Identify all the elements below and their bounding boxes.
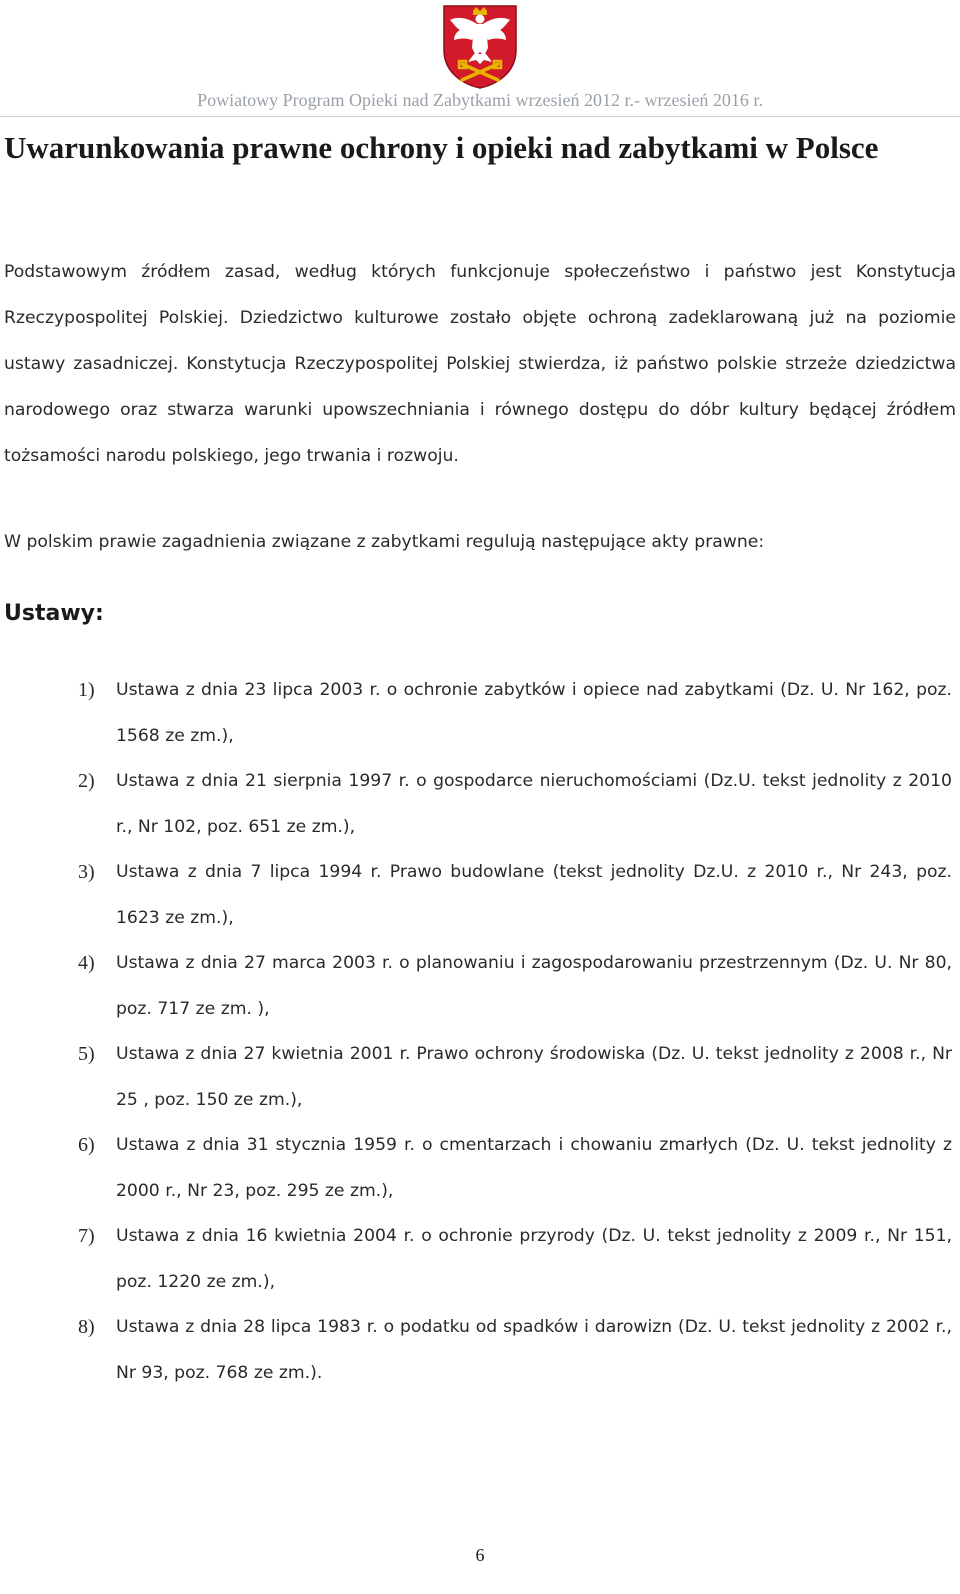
list-item-text: Ustawa z dnia 23 lipca 2003 r. o ochronie zabytków i opiece nad zabytkami (Dz. U. Nr 162, poz. 1568 ze zm.),	[116, 680, 952, 746]
list-item-number: 6)	[78, 1134, 95, 1156]
header-divider	[0, 116, 960, 117]
running-header: Powiatowy Program Opieki nad Zabytkami wrzesień 2012 r.- wrzesień 2016 r.	[197, 90, 763, 110]
intro-paragraph: Podstawowym źródłem zasad, według których funkcjonuje społeczeństwo i państwo jest Konstytucja Rzeczypospolitej Polskiej. Dziedzictwo kulturowe zostało objęte ochroną zadeklarowaną już na poziomie ustawy zasadniczej. Konstytucja Rzeczypospolitej Polskiej stwierdza, iż państwo polskie strzeże dziedzictwa narodowego oraz stwarza warunki upowszechniania i równego dostępu do dóbr kultury będącej źródłem tożsamości narodu polskiego, jego trwania i rozwoju.	[4, 262, 956, 466]
list-item-text: Ustawa z dnia 27 kwietnia 2001 r. Prawo ochrony środowiska (Dz. U. tekst jednolity z 2008 r., Nr 25 , poz. 150 ze zm.),	[116, 1044, 952, 1110]
list-item	[0, 1123, 952, 1214]
list-item-number: 4)	[78, 952, 95, 974]
list-item	[0, 759, 952, 850]
list-item	[0, 668, 952, 759]
list-item-text: Ustawa z dnia 16 kwietnia 2004 r. o ochronie przyrody (Dz. U. tekst jednolity z 2009 r., Nr 151, poz. 1220 ze zm.),	[116, 1226, 952, 1292]
list-item	[0, 1305, 952, 1396]
section-title: Uwarunkowania prawne ochrony i opieki nad zabytkami w Polsce	[4, 130, 879, 165]
list-item-number: 2)	[78, 770, 95, 792]
list-item	[0, 850, 952, 941]
list-item-text: Ustawa z dnia 7 lipca 1994 r. Prawo budowlane (tekst jednolity Dz.U. z 2010 r., Nr 243, poz. 1623 ze zm.),	[116, 862, 952, 928]
laws-subheading: Ustawy:	[4, 601, 104, 626]
list-item	[0, 941, 952, 1032]
list-item-text: Ustawa z dnia 28 lipca 1983 r. o podatku od spadków i darowizn (Dz. U. tekst jednolity z 2002 r., Nr 93, poz. 768 ze zm.).	[116, 1317, 952, 1383]
eagle-coat-of-arms-icon	[440, 2, 520, 90]
list-item-number: 1)	[78, 679, 95, 701]
list-item-number: 3)	[78, 861, 95, 883]
list-item-number: 5)	[78, 1043, 95, 1065]
list-item	[0, 1214, 952, 1305]
page-number: 6	[475, 1545, 485, 1565]
acts-intro-paragraph: W polskim prawie zagadnienia związane z zabytkami regulują następujące akty prawne:	[4, 532, 765, 552]
laws-list	[0, 668, 960, 1396]
list-item-number: 7)	[78, 1225, 95, 1247]
list-item-text: Ustawa z dnia 27 marca 2003 r. o planowaniu i zagospodarowaniu przestrzennym (Dz. U. Nr 80, poz. 717 ze zm. ),	[116, 953, 952, 1019]
list-item	[0, 1032, 952, 1123]
list-item-number: 8)	[78, 1316, 95, 1338]
list-item-text: Ustawa z dnia 31 stycznia 1959 r. o cmentarzach i chowaniu zmarłych (Dz. U. tekst jednolity z 2000 r., Nr 23, poz. 295 ze zm.),	[116, 1135, 952, 1201]
list-item-text: Ustawa z dnia 21 sierpnia 1997 r. o gospodarce nieruchomościami (Dz.U. tekst jednolity z 2010 r., Nr 102, poz. 651 ze zm.),	[116, 771, 952, 837]
